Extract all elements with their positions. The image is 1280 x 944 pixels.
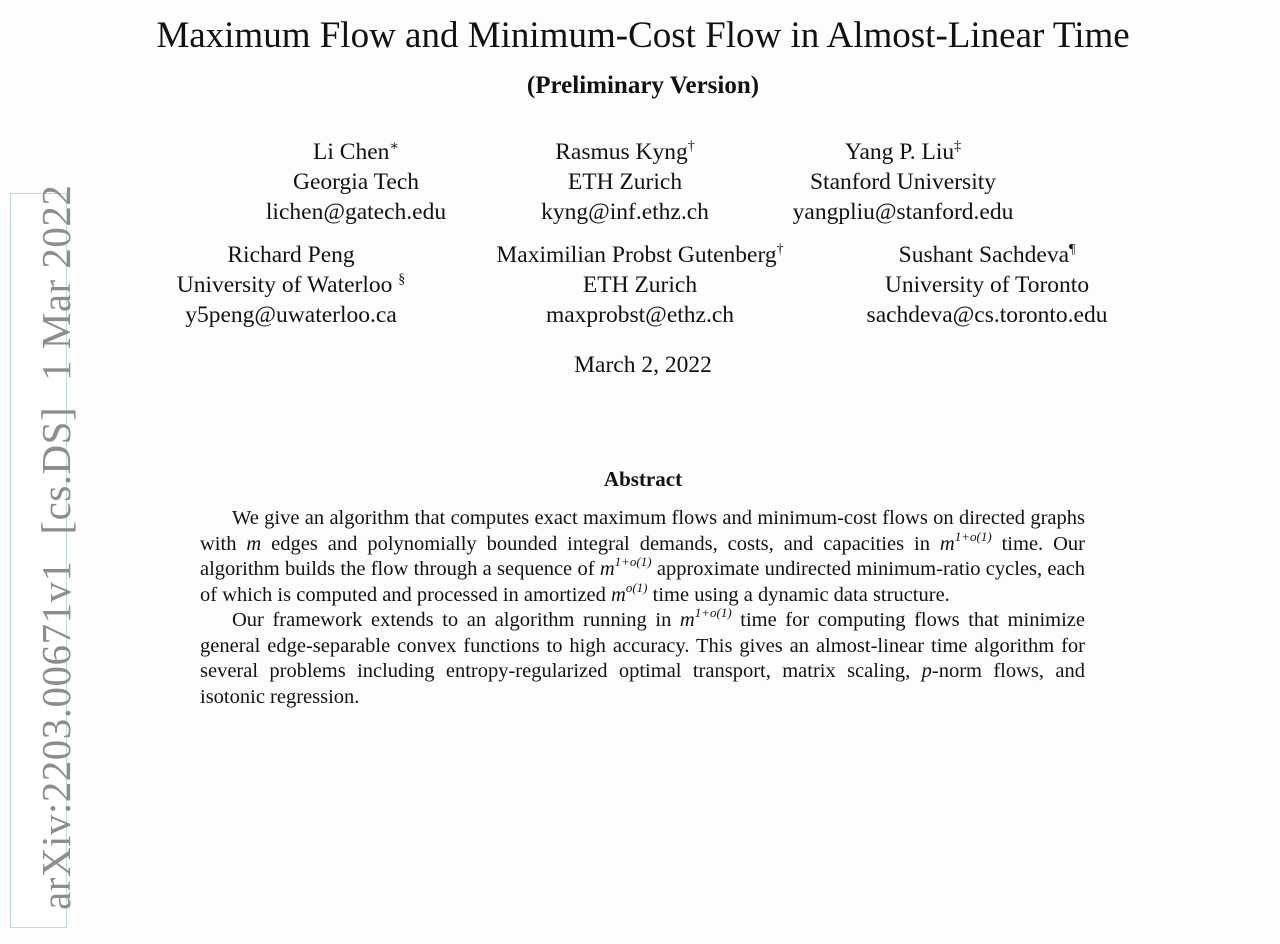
author-block bbox=[155, 240, 427, 330]
author-name: Yang P. Liu‡ bbox=[844, 139, 962, 165]
author-block bbox=[465, 240, 815, 330]
author-affiliation: ETH Zurich bbox=[582, 272, 698, 298]
author-email[interactable]: sachdeva@cs.toronto.edu bbox=[866, 302, 1108, 328]
paper-date: March 2, 2022 bbox=[574, 352, 712, 378]
paper-subtitle: (Preliminary Version) bbox=[526, 72, 760, 99]
author-name: Sushant Sachdeva¶ bbox=[898, 242, 1076, 268]
abstract-heading: Abstract bbox=[603, 467, 683, 491]
arxiv-identifier[interactable]: arXiv:2203.00671v1 bbox=[33, 560, 79, 910]
author-name: Maximilian Probst Gutenberg† bbox=[496, 242, 784, 268]
author-name: Li Chen∗ bbox=[313, 139, 399, 165]
arxiv-date: 1 Mar 2022 bbox=[33, 184, 79, 381]
author-block bbox=[846, 240, 1128, 330]
paper-title: Maximum Flow and Minimum-Cost Flow in Almost-Linear Time bbox=[156, 15, 1130, 56]
author-email[interactable]: yangpliu@stanford.edu bbox=[792, 199, 1014, 225]
author-affiliation: Stanford University bbox=[809, 169, 996, 195]
author-name: Rasmus Kyng† bbox=[555, 139, 695, 165]
author-email[interactable]: kyng@inf.ethz.ch bbox=[541, 199, 709, 225]
arxiv-category: [cs.DS] bbox=[33, 406, 79, 535]
author-affiliation: University of Waterloo § bbox=[176, 272, 406, 298]
abstract-paragraph: Our framework extends to an algorithm running in $m^{1+o(1)}$ time for computing flows that minimize general edge-separable convex functions to high accuracy. This gives an almost-linear time algorithm for several problems including entropy-regularized optimal transport, matrix scaling, p-norm flows, and isotonic regression. bbox=[200, 605, 1085, 708]
arxiv-stamp[interactable] bbox=[33, 184, 79, 910]
author-affiliation: ETH Zurich bbox=[567, 169, 683, 195]
abstract-body bbox=[200, 506, 1085, 710]
author-email[interactable]: maxprobst@ethz.ch bbox=[545, 302, 735, 328]
author-email[interactable]: y5peng@uwaterloo.ca bbox=[185, 302, 397, 328]
author-name: Richard Peng bbox=[227, 242, 355, 268]
author-block bbox=[517, 137, 733, 227]
abstract-paragraph: We give an algorithm that computes exact maximum flows and minimum-cost flows on directed graphs with m edges and polynomially bounded integral demands, costs, and capacities in $m^{1+o(1)}$ time. Our algorithm builds the flow through a sequence of $m^{1+o(1)}$ approximate undirected minimum-ratio cycles, each of which is computed and processed in amortized $m^{o(1)}$ time using a dynamic data structure. bbox=[200, 507, 1085, 606]
author-block bbox=[256, 137, 456, 227]
author-affiliation: Georgia Tech bbox=[292, 169, 420, 195]
author-email[interactable]: lichen@gatech.edu bbox=[265, 199, 447, 225]
author-affiliation: University of Toronto bbox=[884, 272, 1090, 298]
author-block bbox=[776, 137, 1030, 227]
